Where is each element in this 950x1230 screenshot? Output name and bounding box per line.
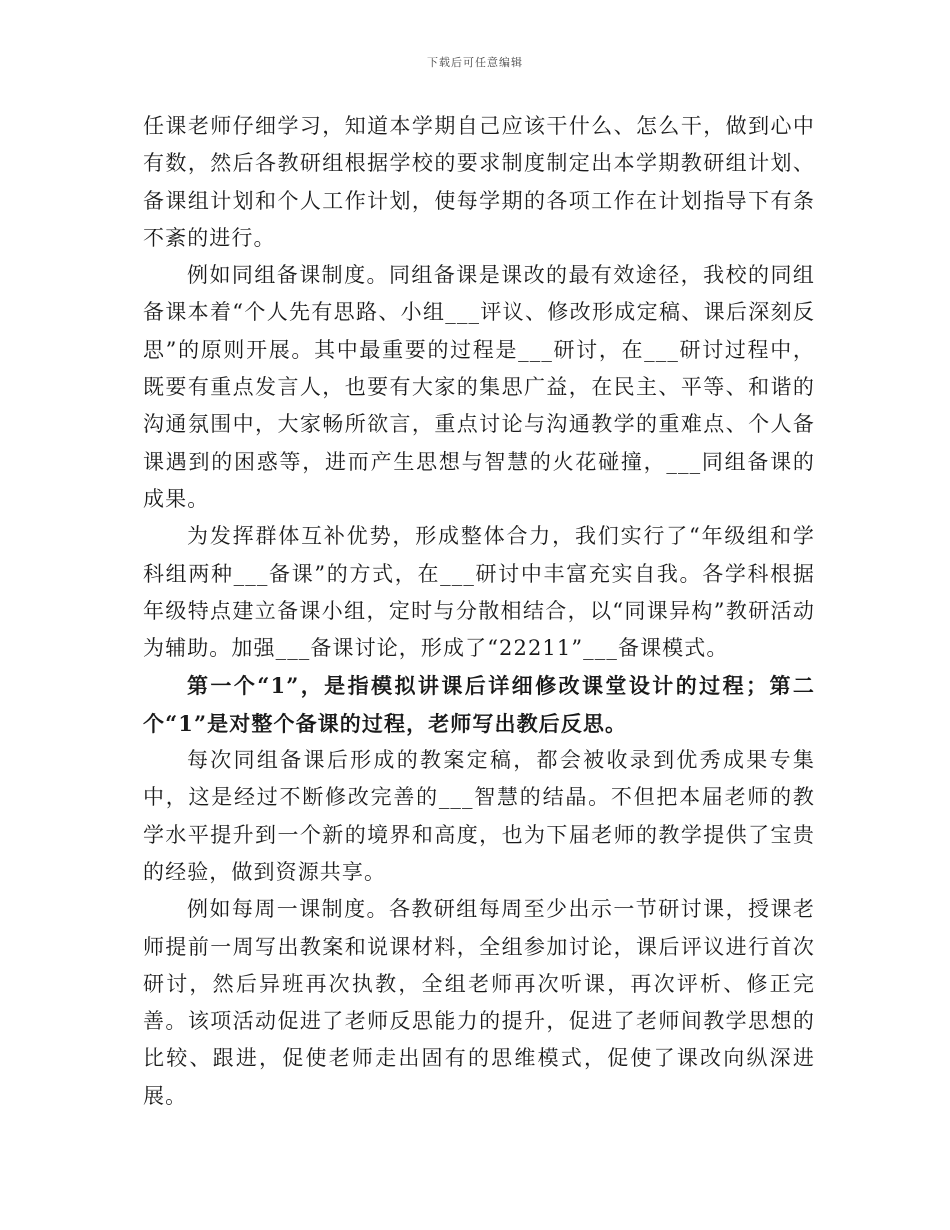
paragraph-group-prep-system: 例如同组备课制度。同组备课是课改的最有效途径，我校的同组备课本着“个人先有思路、小组___评议、修改形成定稿、课后深刻反思”的原则开展。其中最重要的过程是___研讨，在___研讨过程中，既要有重点发言人，也要有大家的集思广益，在民主、平等、和谐的沟通氛围中，大家畅所欲言，重点讨论与沟通教学的重难点、个人备课遇到的困惑等，进而产生思想与智慧的火花碰撞，___同组备课的成果。	[143, 263, 815, 511]
document-body	[143, 108, 815, 1115]
paragraph-weekly-lesson-system: 例如每周一课制度。各教研组每周至少出示一节研讨课，授课老师提前一周写出教案和说课材料，全组参加讨论，课后评议进行首次研讨，然后异班再次执教，全组老师再次听课，再次评析、修正完善。该项活动促进了老师反思能力的提升，促进了老师间教学思想的比较、跟进，促使老师走出固有的思维模式，促使了课改向纵深进展。	[143, 897, 815, 1108]
paragraph-bold-highlight: 第一个“1”，是指模拟讲课后详细修改课堂设计的过程；第二个“1”是对整个备课的过程，老师写出教后反思。	[143, 673, 815, 736]
page-header: 下载后可任意编辑	[427, 56, 523, 69]
paragraph-lesson-plan-collection: 每次同组备课后形成的教案定稿，都会被收录到优秀成果专集中，这是经过不断修改完善的___智慧的结晶。不但把本届老师的教学水平提升到一个新的境界和高度，也为下届老师的教学提供了宝贵的经验，做到资源共享。	[143, 748, 815, 884]
paragraph-collective-prep: 为发挥群体互补优势，形成整体合力，我们实行了“年级组和学科组两种___备课”的方式，在___研讨中丰富充实自我。各学科根据年级特点建立备课小组，定时与分散相结合，以“同课异构”教研活动为辅助。加强___备课讨论，形成了“22211”___备课模式。	[143, 524, 815, 661]
paragraph-continued: 任课老师仔细学习，知道本学期自己应该干什么、怎么干，做到心中有数，然后各教研组根据学校的要求制度制定出本学期教研组计划、备课组计划和个人工作计划，使每学期的各项工作在计划指导下有条不紊的进行。	[143, 114, 815, 250]
